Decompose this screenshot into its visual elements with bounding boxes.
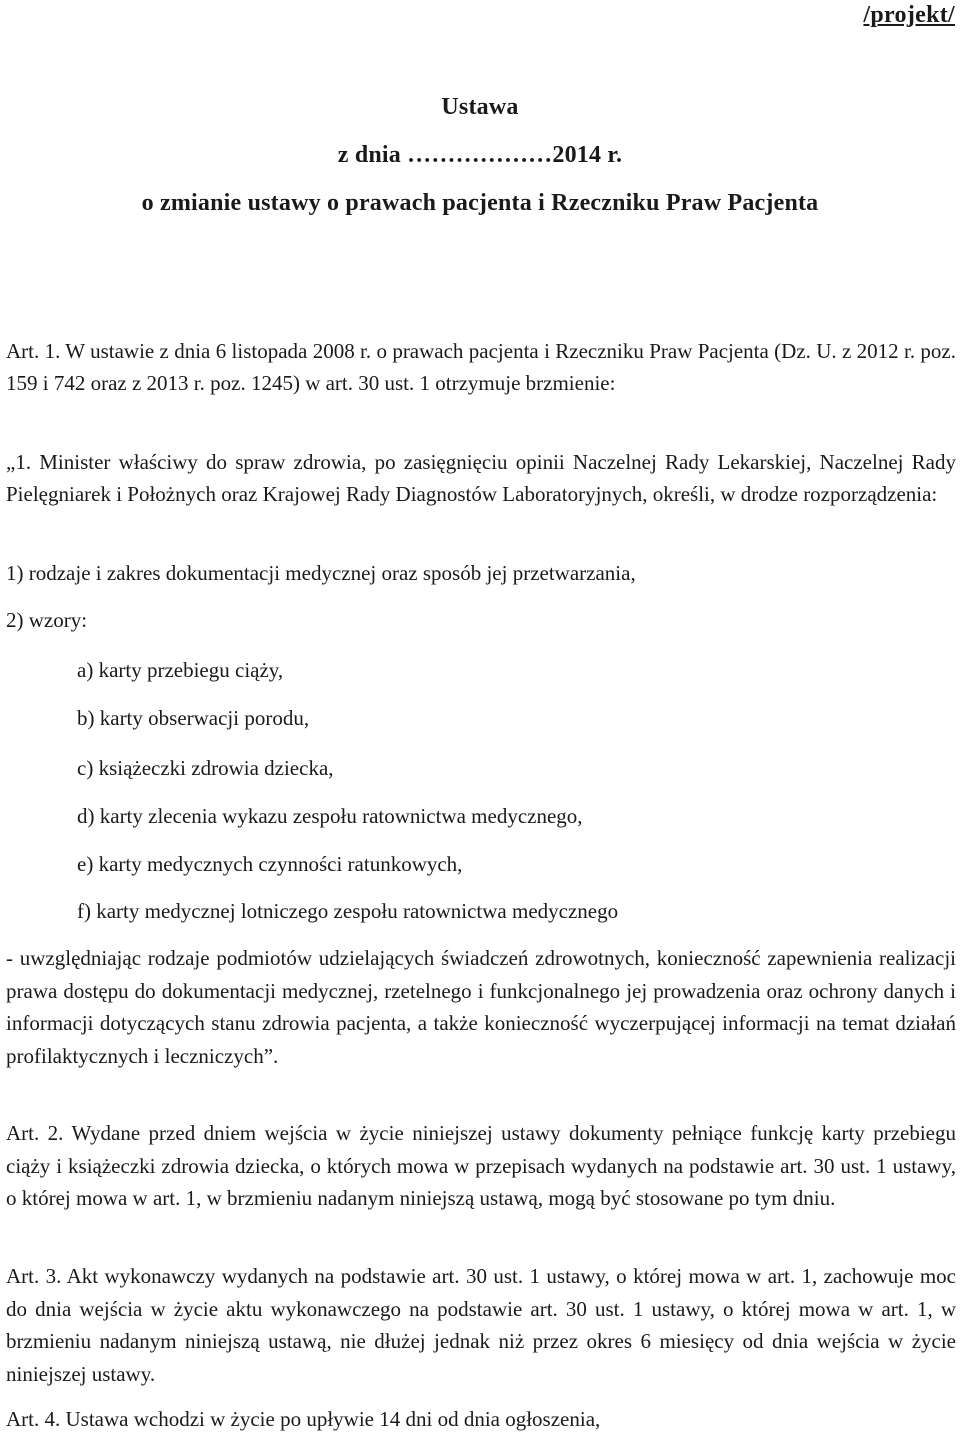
article-1-text: Art. 1. W ustawie z dnia 6 listopada 2008 r. o prawach pacjenta i Rzeczniku Praw Pacjenta (Dz. U. z 2012 r. poz. 159 i 742 oraz z 2013 r. poz. 1245) w art. 30 ust. 1 otrzymuje brzmienie: — [6, 339, 956, 395]
document-title: Ustawa — [441, 94, 519, 120]
article-3-text: Art. 3. Akt wykonawczy wydanych na podstawie art. 30 ust. 1 ustawy, o której mowa w art. 1, zachowuje moc do dnia wejścia w życie aktu wykonawczego na podstawie art. 30 ust. 1 ustawy, o której mowa w art. 1, w brzmieniu nadanym niniejszą ustawą, nie dłużej jednak niż przez okres 6 miesięcy od dnia wejścia w życie niniejszej ustawy. — [6, 1264, 956, 1386]
document-date: z dnia ………………2014 r. — [337, 142, 623, 168]
document-subject: o zmianie ustawy o prawach pacjenta i Rzeczniku Praw Pacjenta — [141, 190, 819, 216]
sub-list-item-c: c) książeczki zdrowia dziecka, — [77, 756, 334, 780]
sub-list-item-a: a) karty przebiegu ciąży, — [77, 658, 284, 682]
sub-list-item-e: e) karty medycznych czynności ratunkowych, — [77, 852, 463, 876]
sub-list-item-f: f) karty medycznej lotniczego zespołu ratownictwa medycznego — [77, 899, 619, 923]
article-4-text: Art. 4. Ustawa wchodzi w życie po upływie 14 dni od dnia ogłoszenia, — [6, 1407, 601, 1431]
article-1-closing: - uwzględniając rodzaje podmiotów udzielających świadczeń zdrowotnych, konieczność zapewnienia realizacji prawa dostępu do dokumentacji medycznej, rzetelnego i funkcjonalnego jej prowadzenia oraz ochrony danych i informacji dotyczących stanu zdrowia pacjenta, a także konieczność wyczerpującej informacji na temat działań profilaktycznych i leczniczych”. — [6, 946, 956, 1068]
list-item-2: 2) wzory: — [6, 608, 88, 632]
article-1-quote-intro: „1. Minister właściwy do spraw zdrowia, po zasięgnięciu opinii Naczelnej Rady Lekarskiej, Naczelnej Rady Pielęgniarek i Położnych oraz Krajowej Rady Diagnostów Laboratoryjnych, określi, w drodze rozporządzenia: — [6, 450, 956, 506]
sub-list-item-b: b) karty obserwacji porodu, — [77, 706, 310, 730]
list-item-1: 1) rodzaje i zakres dokumentacji medycznej oraz sposób jej przetwarzania, — [6, 561, 636, 585]
sub-list-item-d: d) karty zlecenia wykazu zespołu ratownictwa medycznego, — [77, 804, 583, 828]
projekt-label: /projekt/ — [863, 2, 955, 28]
article-2-text: Art. 2. Wydane przed dniem wejścia w życie niniejszej ustawy dokumenty pełniące funkcję karty przebiegu ciąży i książeczki zdrowia dziecka, o których mowa w przepisach wydanych na podstawie art. 30 ust. 1 ustawy, o której mowa w art. 1, w brzmieniu nadanym niniejszą ustawą, mogą być stosowane po tym dniu. — [6, 1121, 956, 1210]
